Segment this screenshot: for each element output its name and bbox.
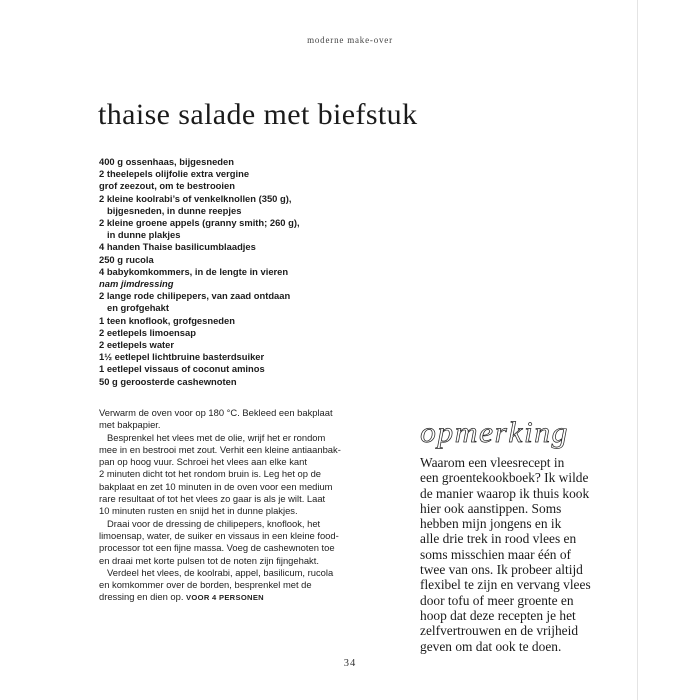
note-line: door tofu of meer groente en <box>420 592 574 608</box>
ingredient-item: 2 lange rode chilipepers, van zaad ontdaan <box>99 290 291 302</box>
method-line: en komkommer over de borden, besprenkel met de <box>99 579 312 591</box>
method-line: pan op hoog vuur. Schroei het vlees aan elke kant <box>99 456 307 468</box>
ingredient-item: 250 g rucola <box>99 253 154 265</box>
ingredient-item-continuation: bijgesneden, in dunne reepjes <box>107 204 242 216</box>
method-line: bakplaat en zet 10 minuten in de oven voor een medium <box>99 480 333 492</box>
ingredient-item: 2 eetlepels limoensap <box>99 326 196 338</box>
note-line: flexibel te zijn en vervang vlees <box>420 577 591 593</box>
method-line: met bakpapier. <box>99 419 161 431</box>
method-line: Verdeel het vlees, de koolrabi, appel, basilicum, rucola <box>107 566 334 578</box>
ingredient-item: 2 kleine koolrabi’s of venkelknollen (350 g), <box>99 192 292 204</box>
note-line: geven om dat ook te doen. <box>420 638 562 654</box>
ingredient-item: 50 g geroosterde cashewnoten <box>99 375 237 387</box>
ingredient-item: 400 g ossenhaas, bijgesneden <box>99 156 234 167</box>
method-line: Verwarm de oven voor op 180 °C. Bekleed een bakplaat <box>99 407 333 418</box>
method-line: mee in en bestrooi met zout. Verhit een kleine antiaanbak- <box>99 443 341 455</box>
page-number: 34 <box>343 658 357 669</box>
note-line: soms misschien maar één of <box>420 546 571 562</box>
note-text <box>420 455 650 654</box>
note-line: Waarom een vleesrecept in <box>420 455 565 470</box>
note-line: hebben mijn jongens en ik <box>420 516 562 532</box>
serves-label: VOOR 4 PERSONEN <box>186 593 264 603</box>
ingredient-item: grof zeezout, om te bestrooien <box>99 180 235 192</box>
note-line: zelfvertrouwen en de vrijheid <box>420 623 579 639</box>
method-last-line <box>99 591 399 604</box>
ingredient-item: 2 eetlepels water <box>99 339 175 351</box>
method-line: Draai voor de dressing de chilipepers, knoflook, het <box>107 517 321 529</box>
note-line: alle drie trek in rood vlees en <box>420 531 577 547</box>
ingredient-item-continuation: in dunne plakjes <box>107 229 181 241</box>
ingredient-list <box>99 156 419 388</box>
note-heading-text: opmerking <box>420 415 569 449</box>
method-line: dressing en dien op. <box>99 591 184 603</box>
ingredient-item-continuation: en grofgehakt <box>107 302 169 314</box>
method-line: 10 minuten rusten en snijd het in dunne plakjes. <box>99 505 298 517</box>
method-line: en draai met korte pulsen tot de noten zijn fijngehakt. <box>99 554 319 566</box>
note-line: een groentekookboek? Ik wilde <box>420 470 589 486</box>
ingredient-item: 4 handen Thaise basilicumblaadjes <box>99 241 256 253</box>
method-text <box>99 407 399 605</box>
method-line: limoensap, water, de suiker en vissaus in een kleine food- <box>99 529 339 541</box>
method-line: 2 minuten dicht tot het rondom bruin is. Leg het op de <box>99 468 322 480</box>
method-line: rare resultaat of tot het vlees zo gaar is als je wilt. Laat <box>99 493 326 505</box>
ingredient-item: 2 kleine groene appels (granny smith; 260 g), <box>99 217 300 229</box>
method-line: Besprenkel het vlees met de olie, wrijf het er rondom <box>107 431 326 443</box>
ingredient-item: 1 eetlepel vissaus of coconut aminos <box>99 363 265 375</box>
ingredient-item: 2 theelepels olijfolie extra vergine <box>99 168 250 180</box>
ingredient-item: 1 teen knoflook, grofgesneden <box>99 314 235 326</box>
note-line: twee van ons. Ik probeer altijd <box>420 562 583 578</box>
ingredient-item: 4 babykomkommers, in de lengte in vieren <box>99 265 289 277</box>
ingredient-item: 1½ eetlepel lichtbruine basterdsuiker <box>99 351 265 363</box>
note-heading-script <box>418 412 588 460</box>
ingredient-subheading: nam jimdressing <box>99 278 174 290</box>
note-line: hoop dat deze recepten je het <box>420 607 576 623</box>
recipe-title: thaise salade met biefstuk <box>98 98 418 131</box>
note-line: hier ook aanstippen. Soms <box>420 500 562 516</box>
running-head: moderne make-over <box>307 35 393 45</box>
method-line: processor tot een fijne massa. Voeg de cashewnoten toe <box>99 542 335 554</box>
note-line: de manier waarop ik thuis kook <box>420 485 590 501</box>
